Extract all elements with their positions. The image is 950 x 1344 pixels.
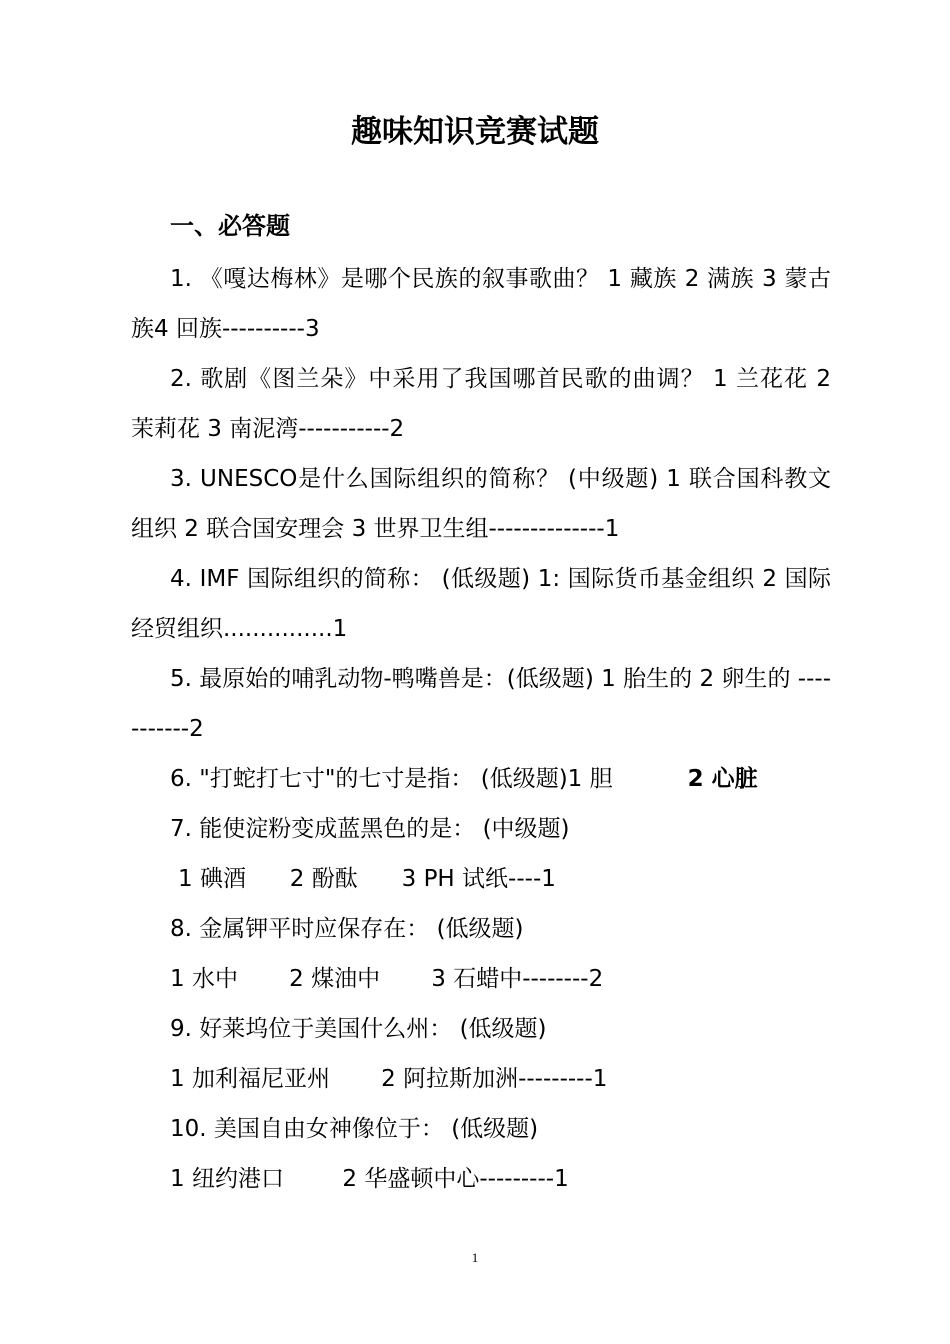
question-1: 1. 《嘎达梅林》是哪个民族的叙事歌曲？ 1 藏族 2 满族 3 蒙古族4 回族----------3 — [131, 266, 831, 342]
question-5: 5. 最原始的哺乳动物-鸭嘴兽是：(低级题) 1 胎生的 2 卵生的 -----------2 — [131, 666, 831, 742]
question-8: 8. 金属钾平时应保存在： (低级题) — [170, 916, 524, 942]
section-heading: 一、必答题 — [170, 212, 290, 240]
question-10: 10. 美国自由女神像位于： (低级题) — [170, 1116, 539, 1142]
page-number: 1 — [471, 1250, 479, 1265]
question-3: 3. UNESCO是什么国际组织的简称？ (中级题) 1 联合国科教文组织 2 联合国安理会 3 世界卫生组--------------1 — [131, 466, 831, 542]
question-10-options: 1 纽约港口 2 华盛顿中心---------1 — [170, 1166, 569, 1192]
question-9-options: 1 加利福尼亚州 2 阿拉斯加洲---------1 — [170, 1066, 608, 1092]
question-6-text: 6. "打蛇打七寸"的七寸是指： (低级题)1 胆 — [170, 766, 613, 792]
question-7: 7. 能使淀粉变成蓝黑色的是： (中级题) — [170, 816, 570, 842]
question-4: 4. IMF 国际组织的简称： (低级题) 1: 国际货币基金组织 2 国际经贸组织...............1 — [131, 566, 831, 642]
question-7-options: 1 碘酒 2 酚酞 3 PH 试纸----1 — [178, 866, 556, 892]
question-6 — [131, 754, 831, 804]
document-title: 趣味知识竞赛试题 — [351, 114, 599, 150]
question-list — [131, 254, 831, 1204]
question-8-options: 1 水中 2 煤油中 3 石蜡中--------2 — [170, 966, 604, 992]
question-9: 9. 好莱坞位于美国什么州： (低级题) — [170, 1016, 547, 1042]
question-6-answer-bold: 2 心脏 — [687, 766, 758, 792]
question-2: 2. 歌剧《图兰朵》中采用了我国哪首民歌的曲调？ 1 兰花花 2 茉莉花 3 南泥湾-----------2 — [131, 366, 831, 442]
